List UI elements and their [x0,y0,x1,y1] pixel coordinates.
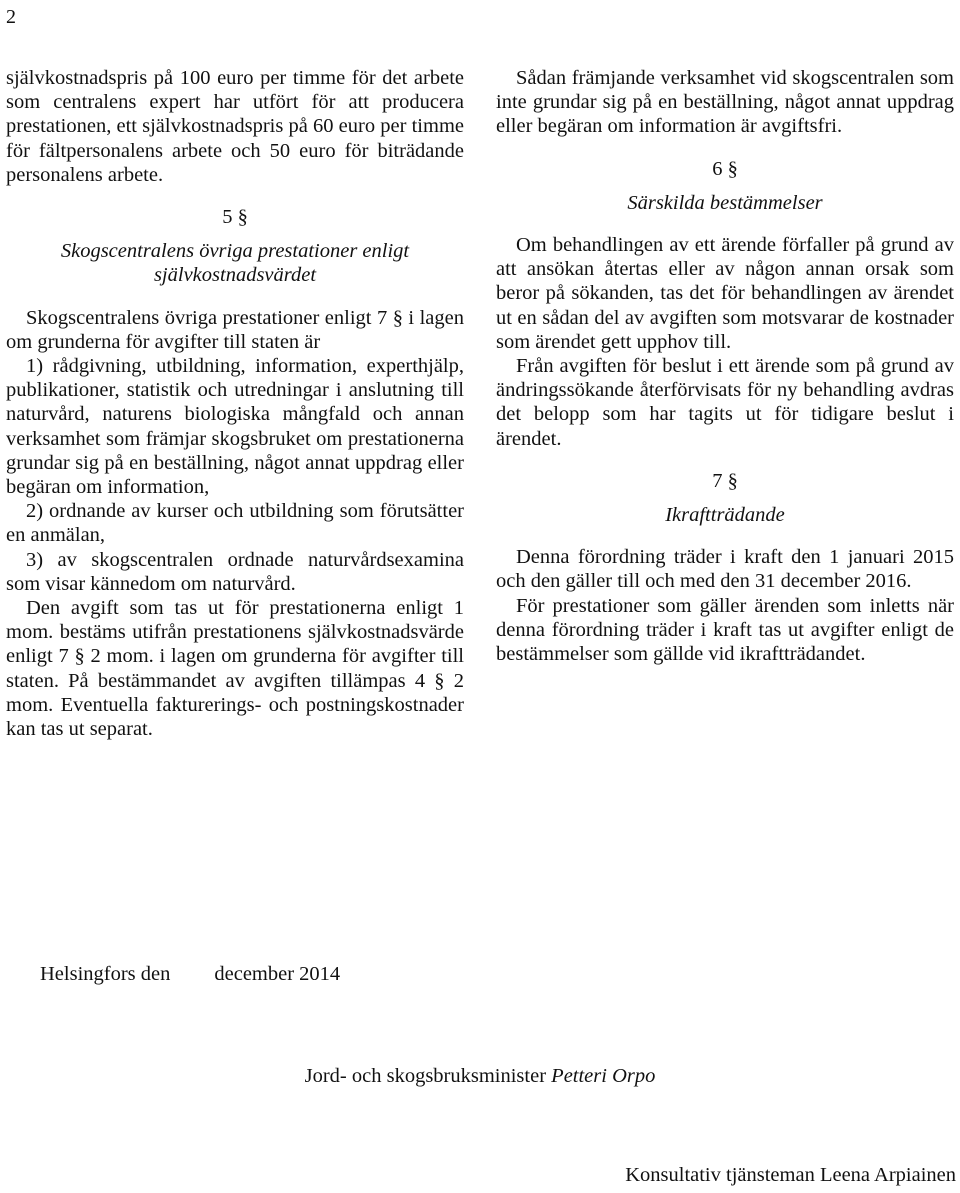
section-6-heading: 6 § [712,157,738,180]
section-6-title: Särskilda bestämmelser [627,191,823,214]
section-5-heading: 5 § [222,206,248,229]
minister-title: Jord- och skogsbruksminister [304,1065,547,1087]
section-5-paragraph: 2) ordnande av kurser och utbildning som förutsätter en anmälan, [6,500,464,547]
official-title: Konsultativ tjänsteman [625,1164,815,1186]
continuation-paragraph: Sådan främjande verksamhet vid skogscentralen som inte grundar sig på en beställning, något annat uppdrag eller begäran om information är avgiftsfri. [496,67,954,138]
minister-signature [0,1064,960,1088]
section-5-title: Skogscentralens övriga prestationer enligt självkostnadsvärdet [60,240,410,287]
signature-place: Helsingfors den [40,963,171,985]
signature-place-date [40,962,340,986]
section-5-paragraph: Skogscentralens övriga prestationer enligt 7 § i lagen om grunderna för avgifter till staten är [6,306,464,353]
official-signature [625,1163,956,1187]
minister-name: Petteri Orpo [551,1065,656,1087]
right-column [496,66,954,666]
section-6-paragraph: Om behandlingen av ett ärende förfaller på grund av att ansökan återtas eller av någon annan orsak som beror på sökanden, tas det för behandlingen av ärendet ut en sådan del av avgiften som motsvarar de kostnader som ärendet gett upphov till. [496,234,954,353]
section-7-paragraph: För prestationer som gäller ärenden som inletts när denna förordning träder i kraft tas ut avgifter enligt de bestämmelser som gällde vid ikraftträdandet. [496,594,954,666]
section-5-paragraph: Den avgift som tas ut för prestationerna enligt 1 mom. bestäms utifrån prestationens självkostnadsvärde enligt 7 § 2 mom. i lagen om grunderna för avgifter till staten. På bestämmandet av avgiften tillämpas 4 § 2 mom. Eventuella fakturerings- och postningskostnader kan tas ut separat. [6,597,464,741]
page-number: 2 [6,6,16,28]
signature-date: december 2014 [214,963,341,985]
left-column [6,66,464,741]
section-5-paragraph: 1) rådgivning, utbildning, information, experthjälp, publikationer, statistik och utredningar i anslutning till naturvård, naturens biologiska mångfald och annan verksamhet som främjar skogsbruket om prestationerna grundar sig på en beställning, något annat uppdrag eller begäran om information, [6,355,464,499]
section-7-heading: 7 § [712,469,738,492]
continuation-paragraph: självkostnadspris på 100 euro per timme för det arbete som centralens expert har utfört för att producera prestationen, ett självkostnadspris på 60 euro per timme för fältpersonalens arbete och 50 euro för biträdande personalens arbete. [6,67,464,186]
section-7-title: Ikraftträdande [665,504,785,527]
section-5-paragraph: 3) av skogscentralen ordnade naturvårdsexamina som visar kännedom om naturvård. [6,548,464,595]
official-name: Leena Arpiainen [819,1164,956,1186]
section-7-paragraph: Denna förordning träder i kraft den 1 januari 2015 och den gäller till och med den 31 december 2016. [496,546,954,593]
section-6-paragraph: Från avgiften för beslut i ett ärende som på grund av ändringssökande återförvisats för ny behandling avdras det belopp som har tagits ut för tidigare beslut i ärendet. [496,355,954,450]
